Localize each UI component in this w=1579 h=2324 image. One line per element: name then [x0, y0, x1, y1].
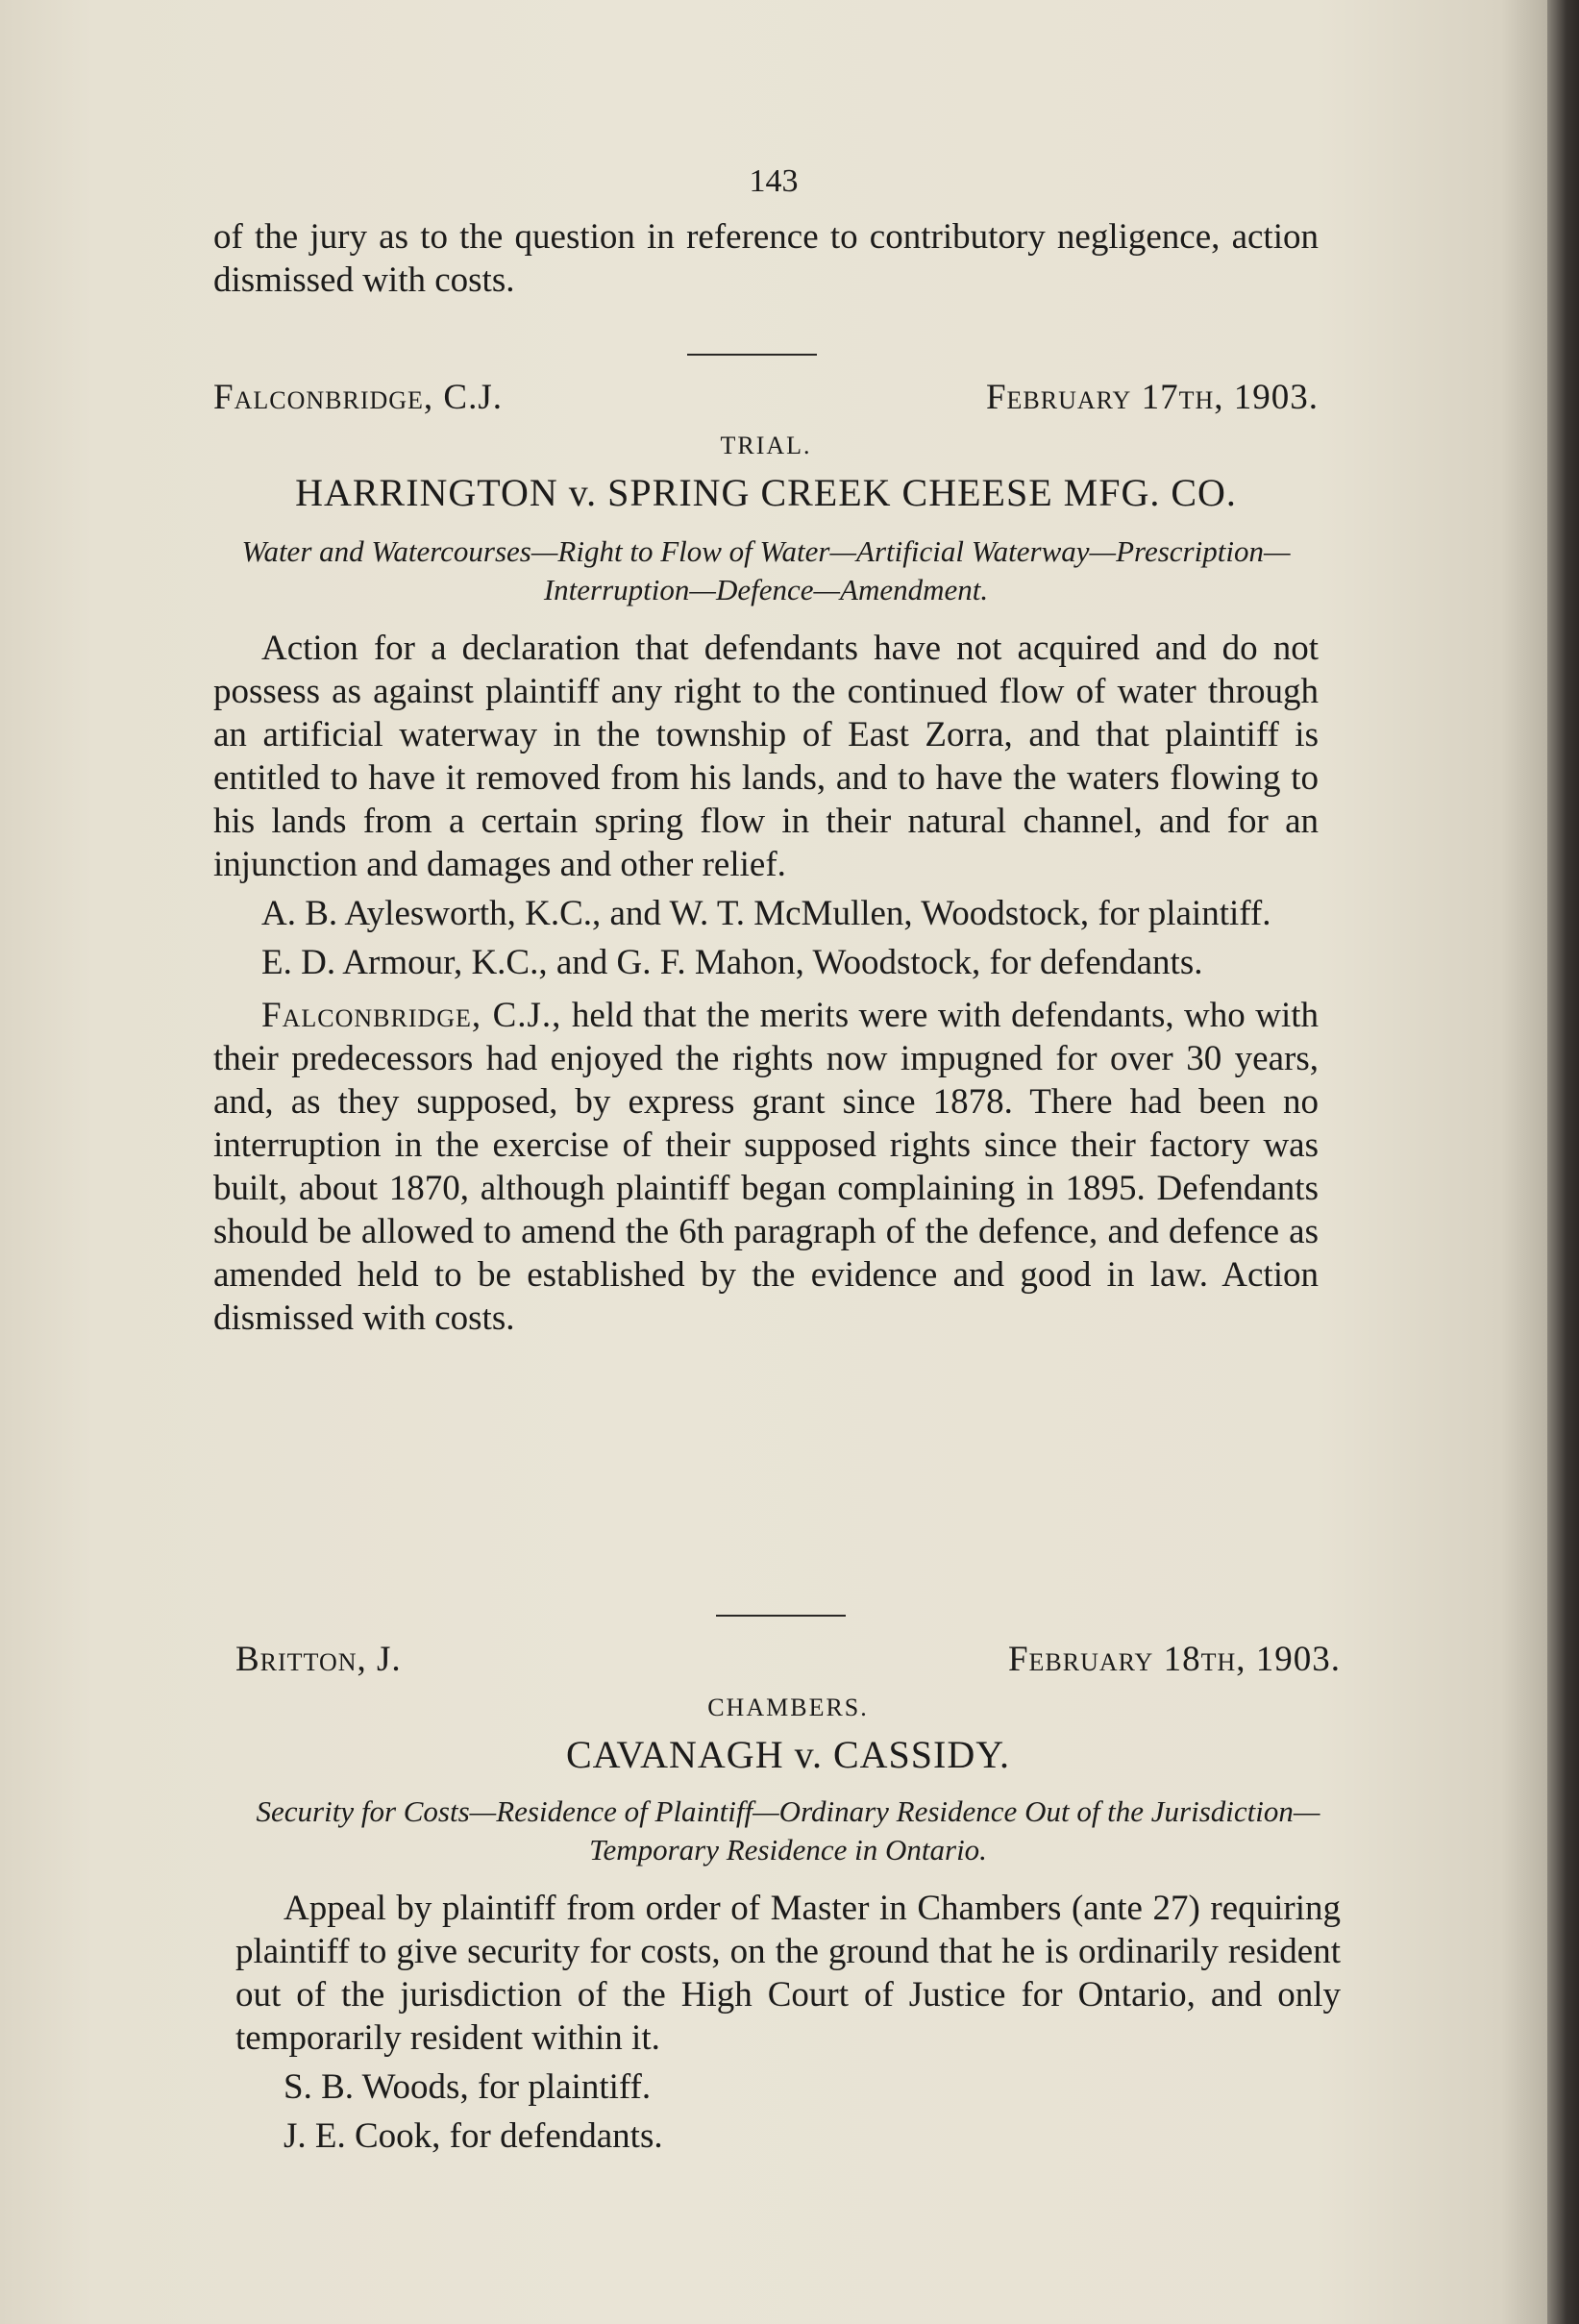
judgment-text: held that the merits were with defendants, who with their predecessors had enjoyed the rights now impugned for over 30 years, and, as they supposed, by express grant since 1878. There had been no interruption in the exercise of their supposed rights since their factory was built, about 1870, although plaintiff began complaining in 1895. Defendants should be allowed to amend the 6th paragraph of the defence, and defence as amended held to be established by the evidence and good in law. Action dismissed with costs. [213, 996, 1320, 1338]
proceeding-type: TRIAL. [720, 432, 812, 459]
judge-name: Britton, J. [235, 1640, 402, 1679]
case-cavanagh [235, 1639, 1341, 2158]
case-title: CAVANAGH v. CASSIDY. [566, 1733, 1010, 1776]
section-divider [687, 354, 817, 356]
book-gutter [1547, 0, 1579, 2324]
continuation-paragraph [213, 215, 1319, 302]
statement-paragraph: Appeal by plaintiff from order of Master in Chambers (ante 27) requiring plaintiff to give security for costs, on the ground that he is ordinarily resident out of the jurisdiction of the High Court of Justice for Ontario, and only temporarily resident within it. [235, 1889, 1341, 2058]
decision-date: February 17th, 1903. [985, 378, 1319, 417]
page-number: 143 [749, 163, 799, 199]
headnote: Water and Watercourses—Right to Flow of Water—Artificial Waterway—Prescription—Interruption—Defence—Amendment. [241, 534, 1291, 606]
headnote: Security for Costs—Residence of Plaintiff—Ordinary Residence Out of the Jurisdiction—Temporary Residence in Ontario. [256, 1794, 1320, 1867]
decision-date: February 18th, 1903. [1007, 1640, 1341, 1679]
judge-name: Falconbridge, C.J. [213, 378, 503, 417]
case-title: HARRINGTON v. SPRING CREEK CHEESE MFG. CO. [295, 471, 1237, 514]
judgment-paragraph [213, 994, 1319, 1340]
continuation-text: of the jury as to the question in reference to contributory negligence, action dismissed with costs. [213, 217, 1319, 300]
counsel-plaintiff: A. B. Aylesworth, K.C., and W. T. McMullen, Woodstock, for plaintiff. [261, 894, 1271, 933]
case-header-row [235, 1639, 1341, 1680]
case-header-row [213, 377, 1319, 418]
case-harrington [213, 377, 1319, 1340]
counsel-defendants: J. E. Cook, for defendants. [284, 2116, 663, 2156]
counsel-plaintiff: S. B. Woods, for plaintiff. [284, 2067, 652, 2107]
proceeding-type: CHAMBERS. [707, 1694, 869, 1721]
judgment-judge: Falconbridge, C.J., [261, 996, 562, 1035]
counsel-defendants: E. D. Armour, K.C., and G. F. Mahon, Woodstock, for defendants. [261, 943, 1203, 982]
statement-paragraph: Action for a declaration that defendants have not acquired and do not possess as against plaintiff any right to the continued flow of water through an artificial waterway in the township of East Zorra, and that plaintiff is entitled to have it removed from his lands, and to have the waters flowing to his lands from a certain spring flow in their natural channel, and for an injunction and damages and other relief. [213, 629, 1319, 884]
section-divider [716, 1615, 846, 1617]
